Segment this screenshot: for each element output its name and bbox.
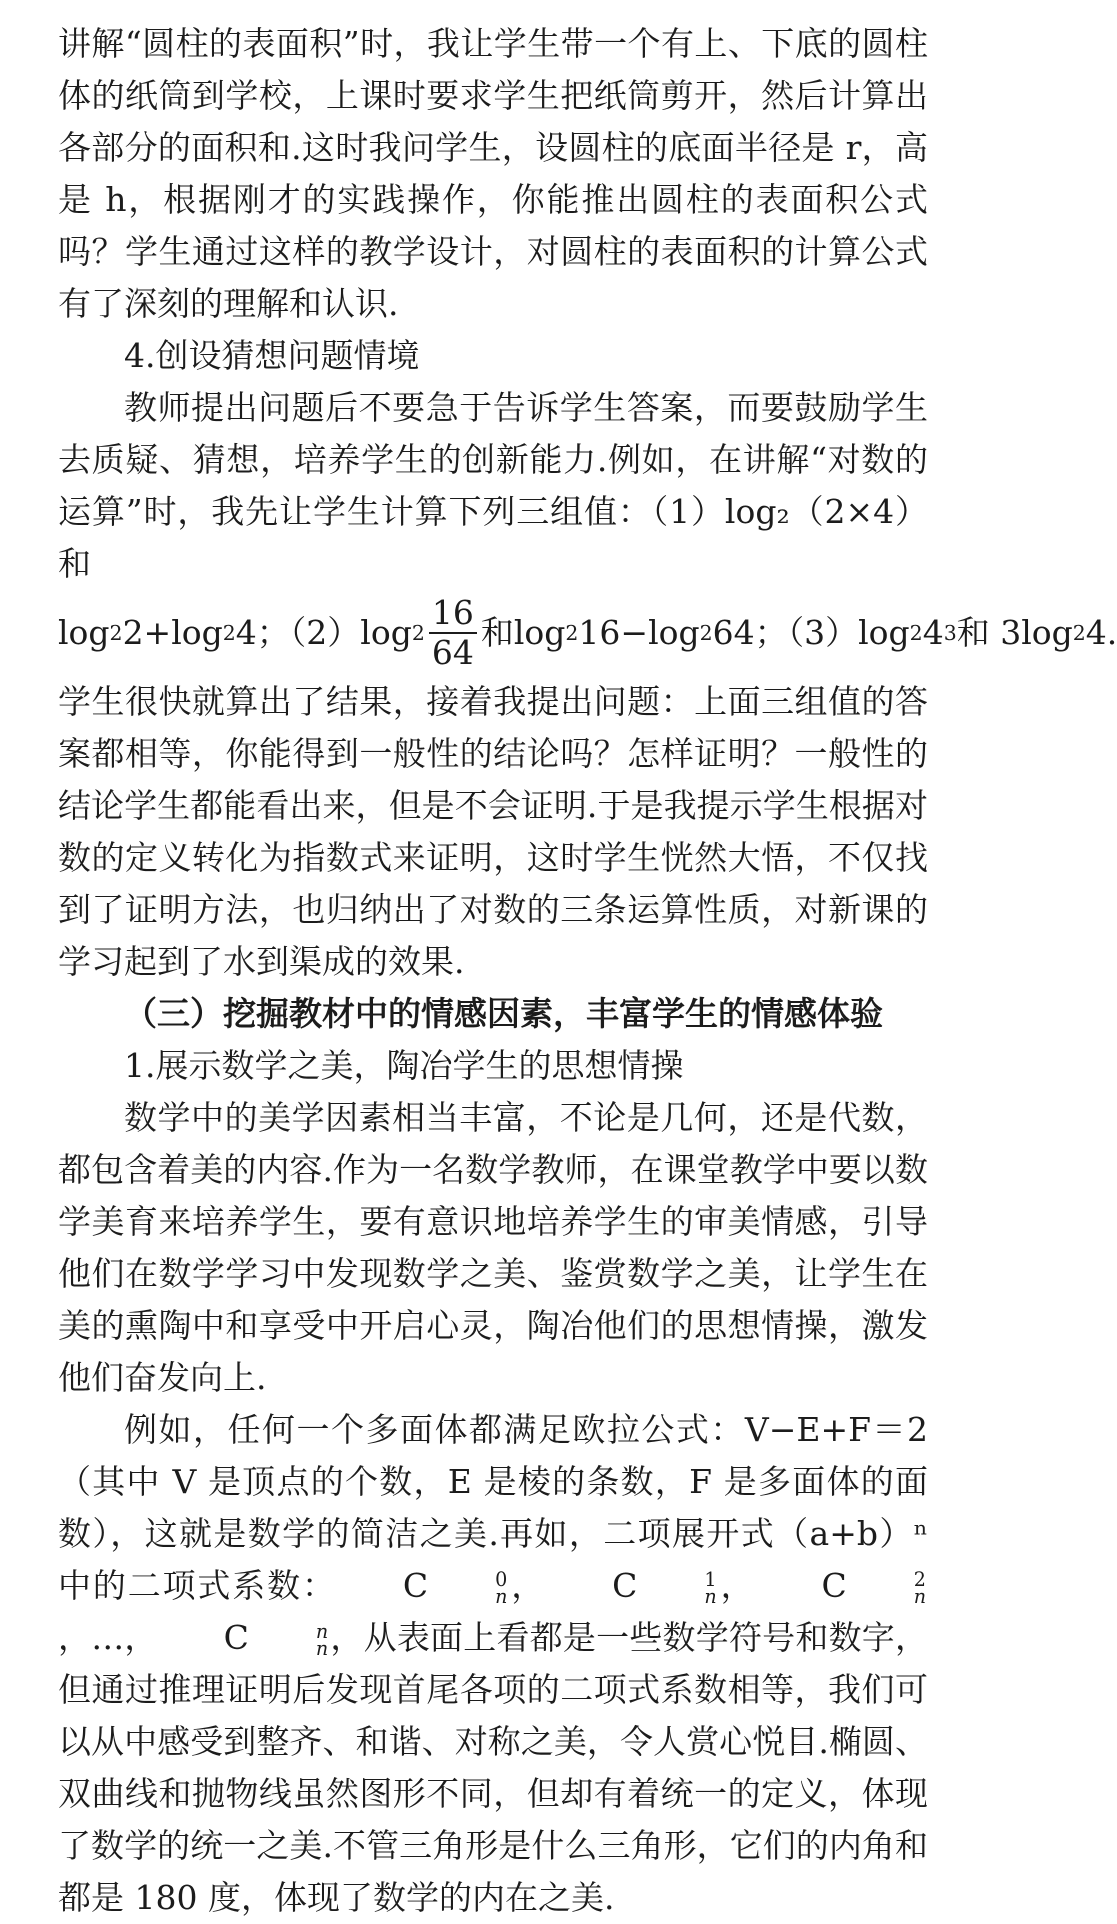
paragraph-math-aesthetics: 数学中的美学因素相当丰富，不论是几何，还是代数，都包含着美的内容.作为一名数学教师，在课堂教学中要以数学美育来培养学生，要有意识地培养学生的审美情感，引导他们在数学学习中发现数学之美、鉴赏数学之美，让学生在美的熏陶中和享受中开启心灵，陶冶他们的思想情操，激发他们奋发向上. [58, 1098, 928, 1397]
exponent: 3 [943, 621, 957, 645]
formula-text: 和 3 [956, 613, 1022, 652]
paragraph-euler-binomial: 例如，任何一个多面体都满足欧拉公式：V−E+F＝2（其中 V 是顶点的个数，E 是棱的条数，F 是多面体的面数），这就是数学的简洁之美.再如，二项展开式（a+b）ⁿ 中的二项式系数： C 0 n ， C 1 n ， C 2 n ，…， C n n ，从表面上看都是一些数学符号和数字，但通过推理证明后发现首尾各项的二项式系数相等，我们可以从中感受到整齐、和谐、对称之美，令人赏心悦目.椭圆、双曲线和抛物线虽然图形不同，但却有着统一的定义，体现了数学的统一之美.不管三角形是什么三角形，它们的内角和都是 180 度，体现了数学的内在之美. [58, 1410, 929, 1917]
paragraph-euler-text: 例如，任何一个多面体都满足欧拉公式：V−E+F＝2（其中 V 是顶点的个数，E 是棱的条数，F 是多面体的面数），这就是数学的简洁之美.再如，二项展开式（a+b）ⁿ 中的二项式系数： [58, 1410, 928, 1605]
log-base: 2 [699, 621, 713, 645]
log-base: 2 [109, 621, 123, 645]
log-term: log [171, 613, 223, 652]
binomial-coefficient: C 1 n [612, 1566, 717, 1608]
section-heading-emotion: （三）挖掘教材中的情感因素，丰富学生的情感体验 [124, 994, 883, 1033]
formula-text: 2+ [122, 613, 172, 652]
fraction-denominator: 64 [431, 633, 474, 672]
log-term: log [648, 613, 700, 652]
paragraph-logarithm-proof: 学生很快就算出了结果，接着我提出问题：上面三组值的答案都相等，你能得到一般性的结论吗？怎样证明？一般性的结论学生都能看出来，但是不会证明.于是我提示学生根据对数的定义转化为指数式来证明，这时学生恍然大悟，不仅找到了证明方法，也归纳出了对数的三条运算性质，对新课的学习起到了水到渠成的效果. [58, 682, 928, 981]
binomial-coefficient: C 2 n [821, 1566, 927, 1608]
formula-text: 16− [578, 613, 649, 652]
log-base: 2 [565, 621, 579, 645]
formula-text: 4；（2） [235, 613, 361, 652]
log-term: log [858, 613, 910, 652]
formula-text: 4. [1085, 613, 1117, 652]
formula-text: 64；（3） [712, 613, 859, 652]
log-term: log [513, 613, 566, 652]
log-base: 2 [411, 621, 425, 645]
log-term: log [360, 613, 412, 652]
paragraph-logarithm-intro: 教师提出问题后不要急于告诉学生答案，而要鼓励学生去质疑、猜想，培养学生的创新能力.例如，在讲解“对数的运算”时，我先让学生计算下列三组值：（1）log₂（2×4）和 [58, 388, 928, 583]
fraction [429, 594, 477, 672]
fraction-numerator: 16 [429, 594, 477, 634]
log-base: 2 [1072, 621, 1086, 645]
formula-text: 和 [480, 613, 514, 652]
log-term: log [58, 613, 110, 652]
log-term: log [1021, 613, 1073, 652]
log-formula-line [58, 590, 1117, 676]
ellipsis: … [91, 1618, 125, 1657]
binomial-coefficient: C 0 n [402, 1566, 508, 1608]
log-base: 2 [909, 621, 923, 645]
paragraph-symmetry-text: ，从表面上看都是一些数学符号和数字，但通过推理证明后发现首尾各项的二项式系数相等，我们可以从中感受到整齐、和谐、对称之美，令人赏心悦目.椭圆、双曲线和抛物线虽然图形不同，但却有着统一的定义，体现了数学的统一之美.不管三角形是什么三角形，它们的内角和都是 180 度，体现了数学的内在之美. [58, 1618, 929, 1917]
paragraph-cylinder-area: 讲解“圆柱的表面积”时，我让学生带一个有上、下底的圆柱体的纸筒到学校，上课时要求学生把纸筒剪开，然后计算出各部分的面积和.这时我问学生，设圆柱的底面半径是 r，高是 h，根据刚才的实践操作，你能推出圆柱的表面积公式吗？学生通过这样的教学设计，对圆柱的表面积的计算公式有了深刻的理解和认识. [58, 24, 928, 323]
binomial-coefficient: C n n [223, 1618, 329, 1660]
heading-conjecture-situation: 4.创设猜想问题情境 [124, 336, 420, 375]
subheading-math-beauty: 1.展示数学之美，陶冶学生的思想情操 [124, 1046, 684, 1085]
document-page [58, 18, 1117, 1924]
log-base: 2 [222, 621, 236, 645]
formula-text: 4 [922, 613, 944, 652]
